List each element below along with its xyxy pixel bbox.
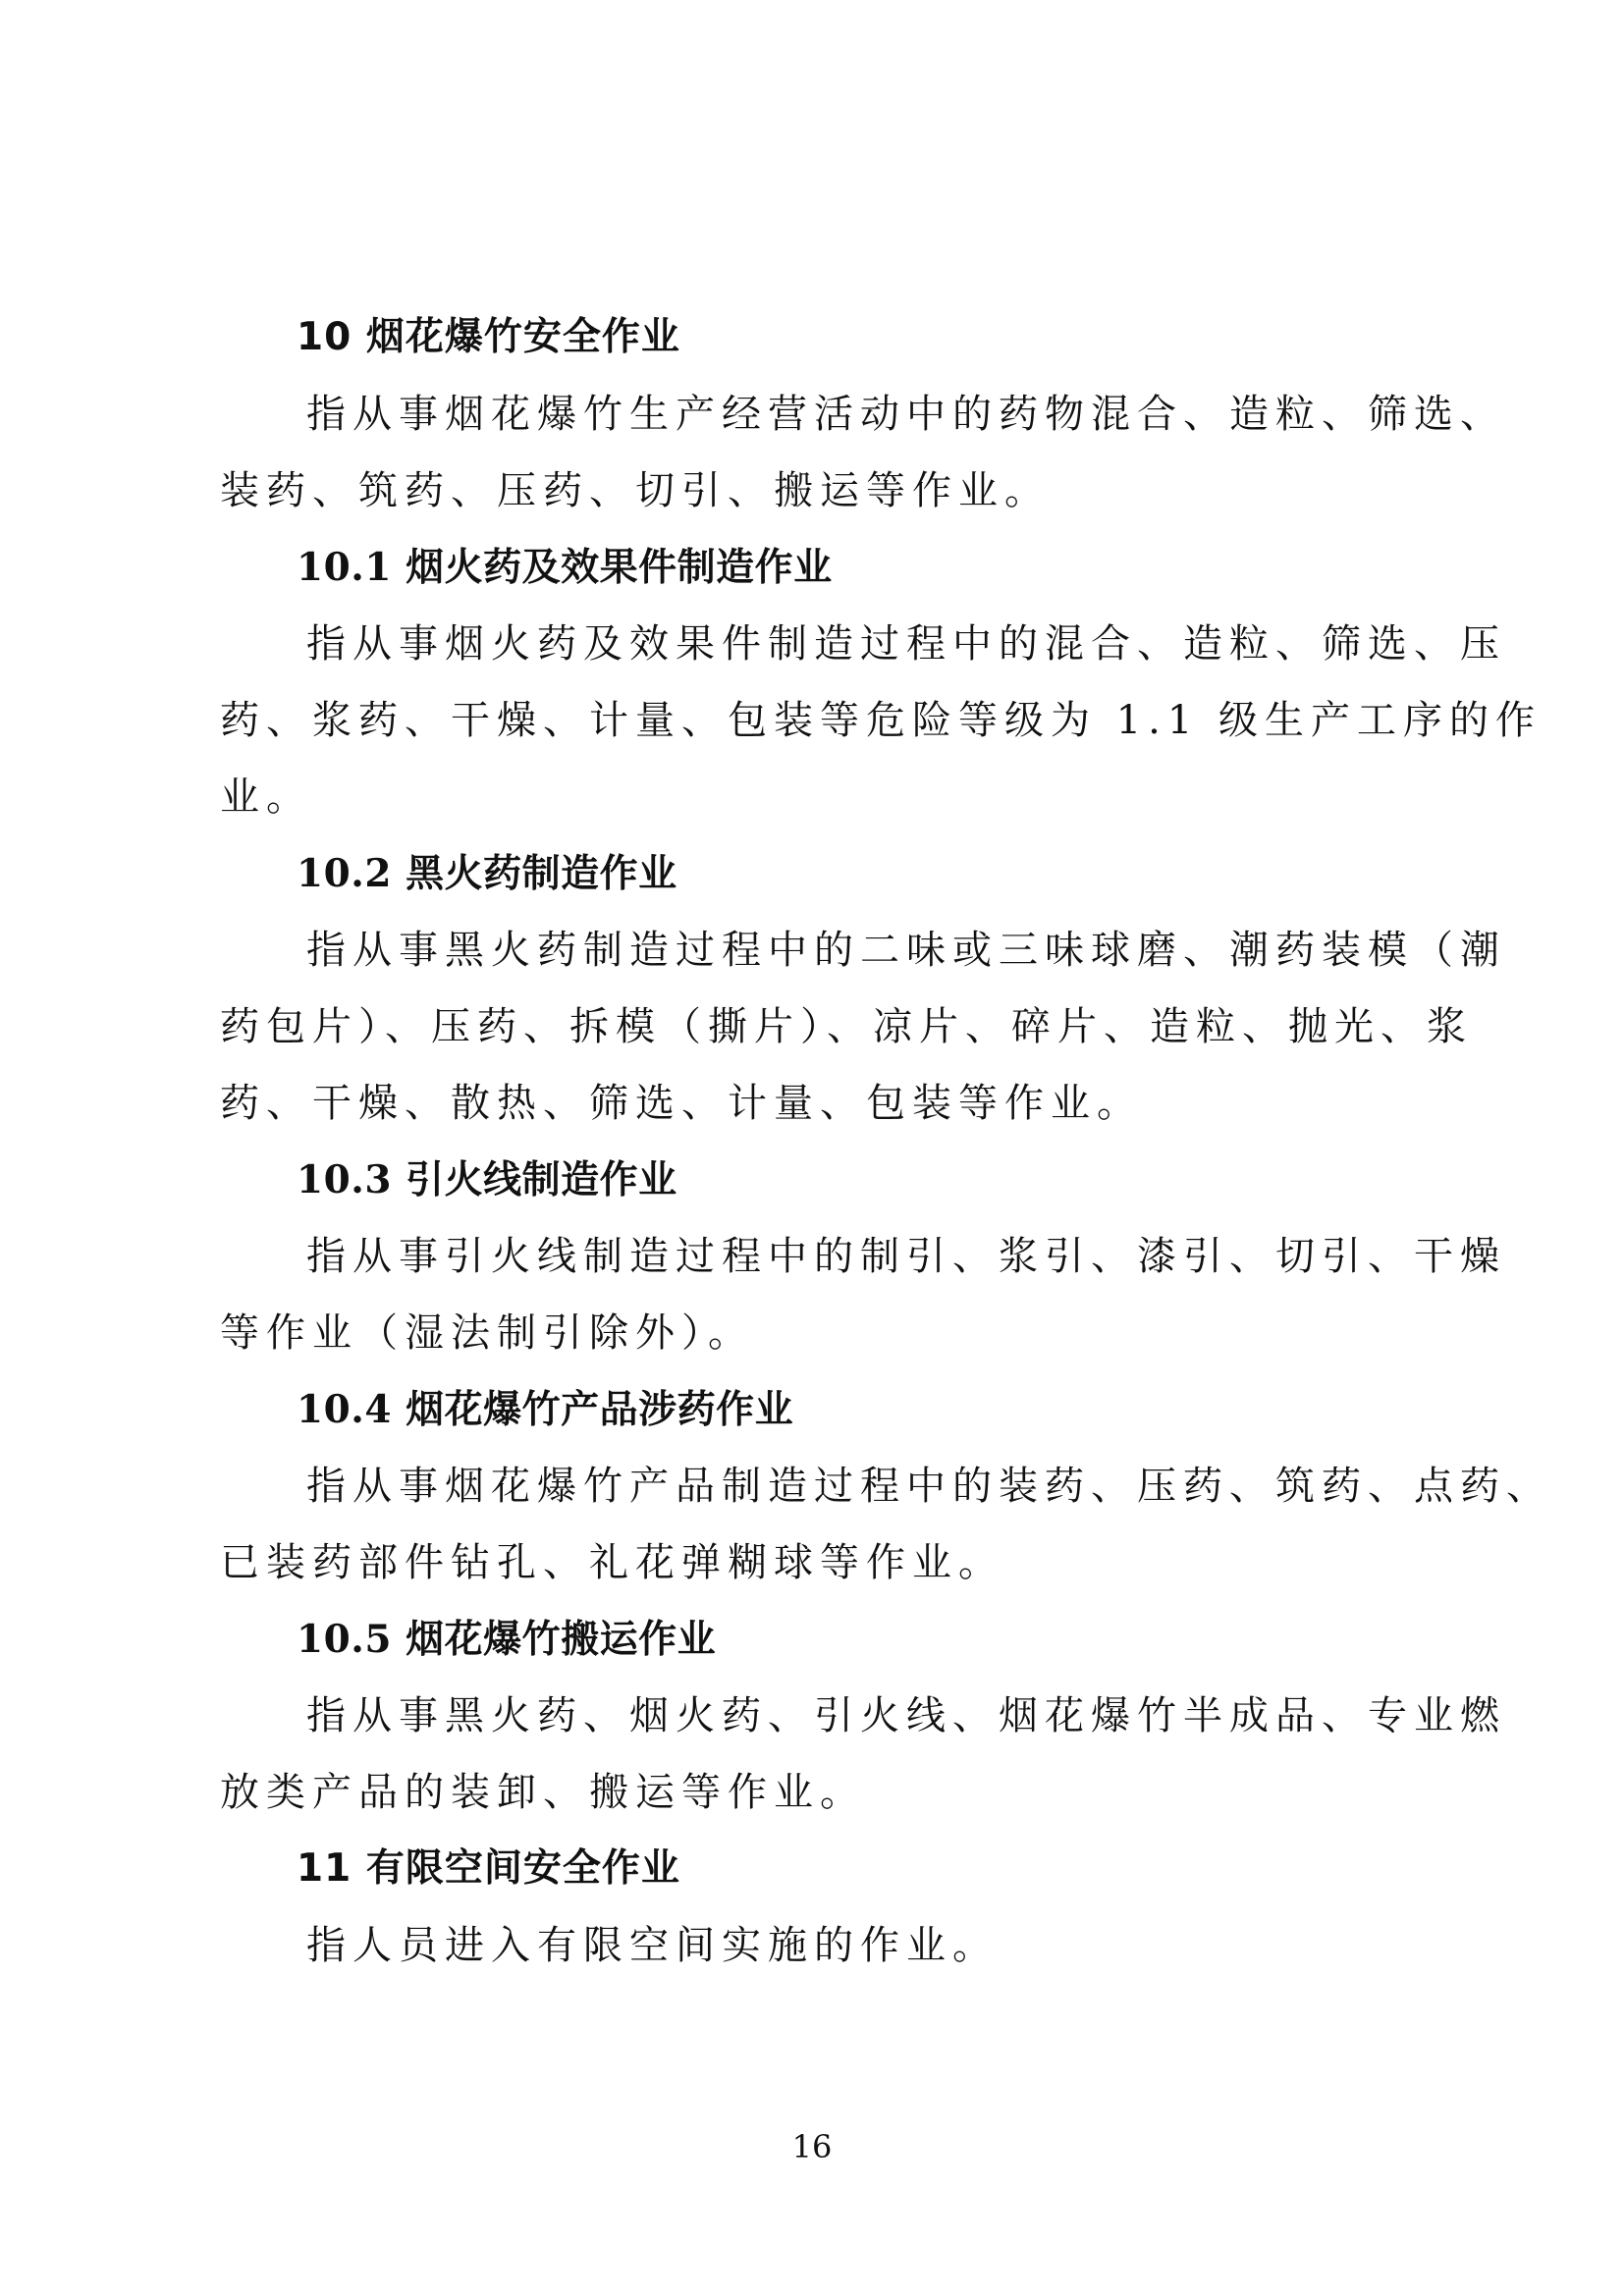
- body-line: 指人员进入有限空间实施的作业。: [306, 1923, 999, 1968]
- body-line: 药、干燥、散热、筛选、计量、包装等作业。: [220, 1081, 1143, 1126]
- section-heading-10-3: 10.3 引火线制造作业: [297, 1157, 677, 1202]
- section-body-10-3: [220, 1218, 1506, 1371]
- body-line: 等作业（湿法制引除外）。: [220, 1310, 754, 1356]
- section-heading-10-4: 10.4 烟花爆竹产品涉药作业: [297, 1387, 794, 1432]
- body-line: 药包片）、压药、拆模（撕片）、凉片、碎片、造粒、抛光、浆: [220, 1004, 1473, 1049]
- page-content: [220, 299, 1552, 1984]
- body-line: 业。: [220, 774, 312, 820]
- section-heading-10-1: 10.1 烟火药及效果件制造作业: [297, 545, 833, 590]
- body-line: 已装药部件钻孔、礼花弹糊球等作业。: [220, 1540, 1004, 1585]
- section-heading-10: 10 烟花爆竹安全作业: [297, 315, 680, 359]
- section-body-11: [220, 1907, 1428, 1984]
- section-body-10-1: [220, 606, 1543, 835]
- section-body-10-5: [220, 1678, 1506, 1831]
- body-line: 放类产品的装卸、搬运等作业。: [220, 1770, 866, 1815]
- section-heading-10-2: 10.2 黑火药制造作业: [297, 851, 677, 896]
- body-line: 指从事烟花爆竹产品制造过程中的装药、压药、筑药、点药、: [306, 1464, 1552, 1509]
- section-body-10-4: [220, 1448, 1552, 1601]
- section-body-10-2: [220, 912, 1506, 1142]
- section-body-10: [220, 376, 1506, 529]
- body-line: 指从事引火线制造过程中的制引、浆引、漆引、切引、干燥: [306, 1234, 1506, 1279]
- body-line: 指从事黑火药制造过程中的二味或三味球磨、潮药装模（潮: [306, 928, 1506, 973]
- body-line: 装药、筑药、压药、切引、搬运等作业。: [220, 468, 1051, 513]
- section-heading-11: 11 有限空间安全作业: [297, 1846, 680, 1891]
- body-line: 药、浆药、干燥、计量、包装等危险等级为 1.1 级生产工序的作: [220, 698, 1543, 743]
- body-line: 指从事烟火药及效果件制造过程中的混合、造粒、筛选、压: [306, 621, 1506, 667]
- body-line: 指从事黑火药、烟火药、引火线、烟花爆竹半成品、专业燃: [306, 1693, 1506, 1738]
- body-line: 指从事烟花爆竹生产经营活动中的药物混合、造粒、筛选、: [306, 392, 1506, 437]
- page-number: 16: [791, 2128, 833, 2165]
- section-heading-10-5: 10.5 烟花爆竹搬运作业: [297, 1617, 717, 1662]
